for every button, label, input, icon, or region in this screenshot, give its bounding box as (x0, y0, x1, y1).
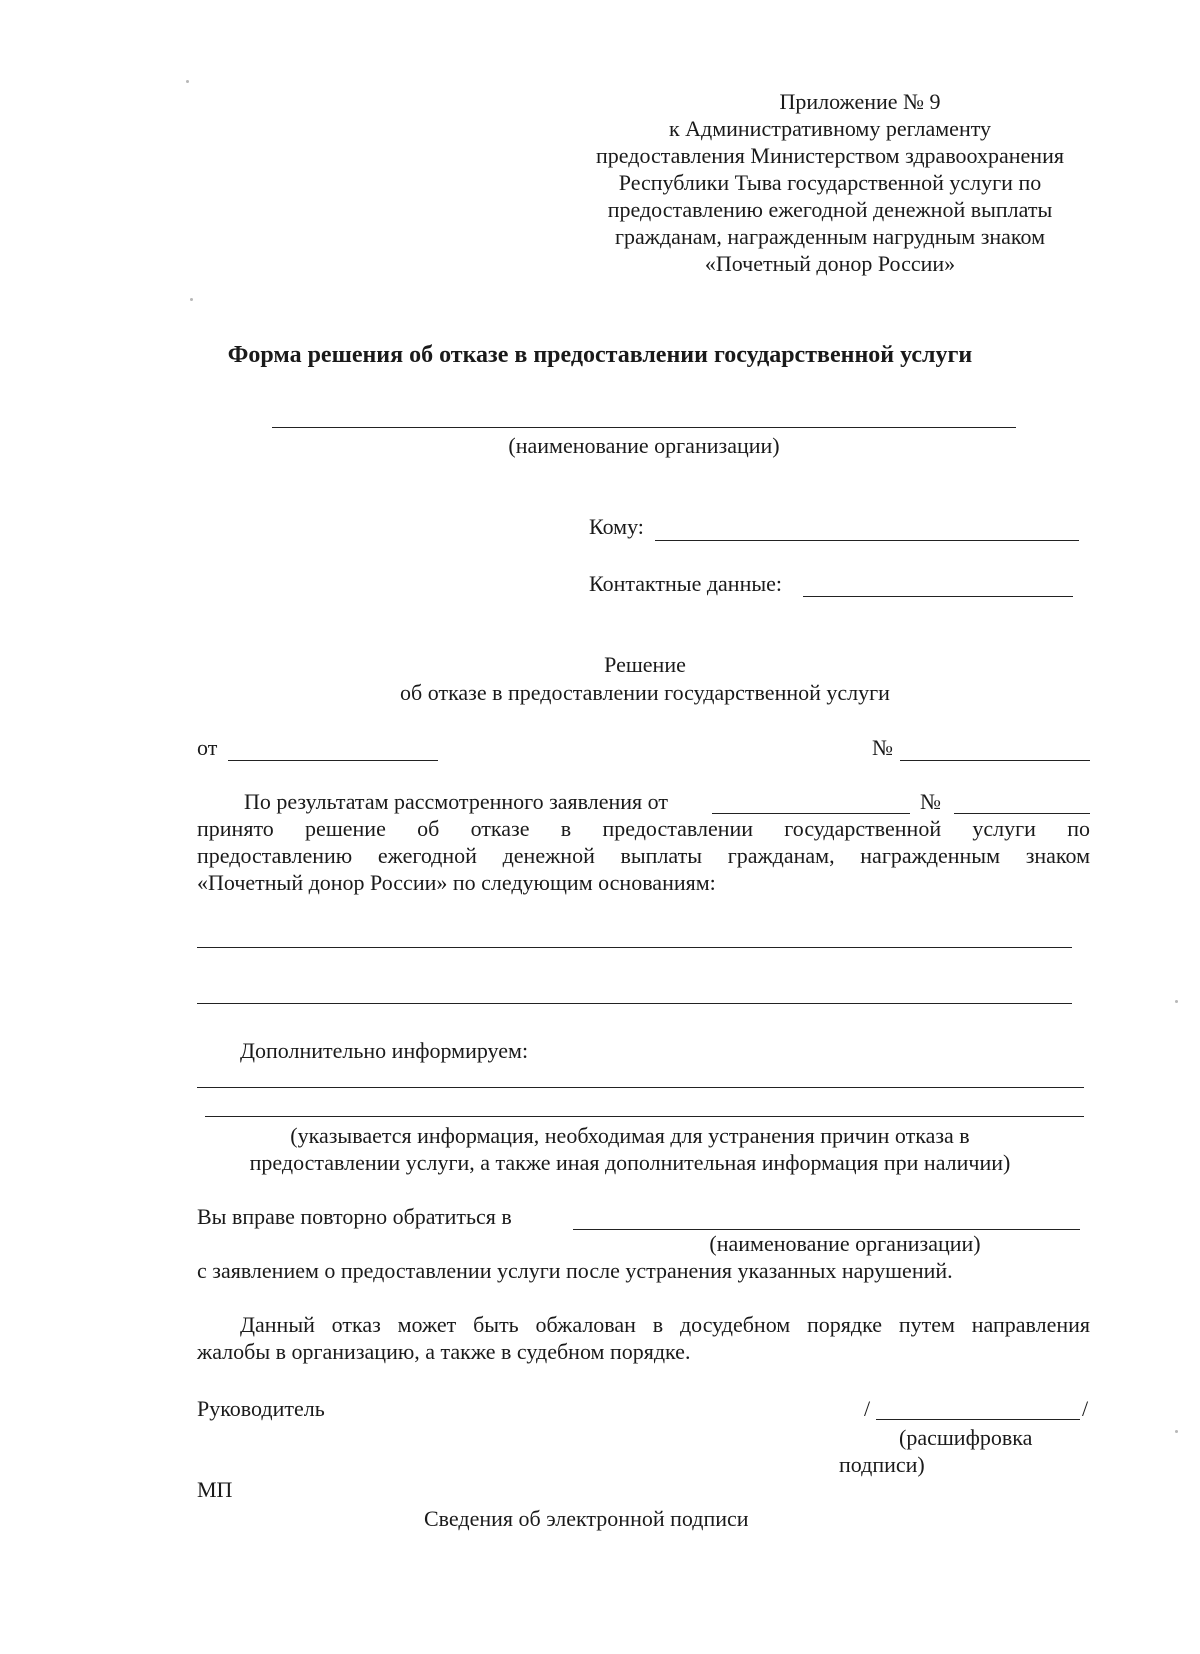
decision-heading: Решение (604, 652, 686, 677)
signature-decode-caption-1: (расшифровка (899, 1425, 1033, 1450)
to-label: Кому: (589, 514, 644, 539)
scan-speck (190, 298, 193, 301)
additional-info-note-1: (указывается информация, необходимая для устранения причин отказа в (290, 1123, 970, 1148)
para1-line1: По результатам рассмотренного заявления от (244, 789, 669, 814)
application-number-label: № (920, 789, 941, 814)
scan-speck (1175, 1430, 1178, 1433)
reapply-organization-caption: (наименование организации) (709, 1231, 981, 1256)
decision-subheading: об отказе в предоставлении государственной услуги (400, 680, 890, 705)
appendix-line: к Административному регламенту (668, 116, 992, 141)
appeal-line-1: Данный отказ может быть обжалован в досудебном порядке путем направления (240, 1312, 1090, 1337)
appeal-line-2: жалобы в организацию, а также в судебном порядке. (197, 1339, 691, 1364)
date-field-line (228, 760, 438, 761)
signature-slash-open: / (864, 1396, 871, 1421)
grounds-line-2 (197, 1003, 1072, 1004)
reapply-label: Вы вправе повторно обратиться в (197, 1204, 512, 1229)
organization-name-line (272, 427, 1016, 428)
para1-line4: «Почетный донор России» по следующим основаниям: (197, 870, 716, 895)
contact-field-line (803, 596, 1073, 597)
scan-speck (1175, 1000, 1178, 1003)
additional-info-note-2: предоставлении услуги, а также иная дополнительная информация при наличии) (249, 1150, 1011, 1175)
signature-slash-close: / (1082, 1396, 1089, 1421)
date-label: от (197, 735, 218, 760)
scan-speck (186, 80, 189, 83)
additional-info-line-2 (205, 1116, 1084, 1117)
number-field-line (900, 760, 1090, 761)
signature-decode-caption-2: подписи) (839, 1452, 925, 1477)
signature-line (876, 1419, 1080, 1420)
organization-caption: (наименование организации) (508, 433, 780, 458)
para1-line2: принято решение об отказе в предоставлении государственной услуги по (197, 816, 1090, 841)
para1-line3: предоставлению ежегодной денежной выплаты гражданам, награжденным знаком (197, 843, 1090, 868)
appendix-line: Республики Тыва государственной услуги по (618, 170, 1042, 195)
appendix-line: предоставления Министерством здравоохранения (596, 143, 1064, 168)
additional-info-line-1 (197, 1087, 1084, 1088)
electronic-signature-label: Сведения об электронной подписи (424, 1506, 749, 1531)
contact-label: Контактные данные: (589, 571, 782, 596)
to-field-line (655, 540, 1079, 541)
appendix-line: «Почетный донор России» (704, 251, 956, 276)
grounds-line-1 (197, 947, 1072, 948)
seal-label: МП (197, 1477, 233, 1502)
additional-info-label: Дополнительно информируем: (240, 1038, 529, 1063)
appendix-line: гражданам, награжденным нагрудным знаком (615, 224, 1045, 249)
appendix-line: предоставлению ежегодной денежной выплаты (607, 197, 1053, 222)
application-date-line (712, 813, 910, 814)
appendix-block (560, 88, 1100, 277)
number-label: № (872, 735, 893, 760)
document-title: Форма решения об отказе в предоставлении государственной услуги (227, 342, 973, 368)
reapply-line-2: с заявлением о предоставлении услуги после устранения указанных нарушений. (197, 1258, 953, 1283)
head-label: Руководитель (197, 1396, 325, 1421)
application-number-line (954, 813, 1090, 814)
appendix-number: Приложение № 9 (779, 89, 941, 114)
